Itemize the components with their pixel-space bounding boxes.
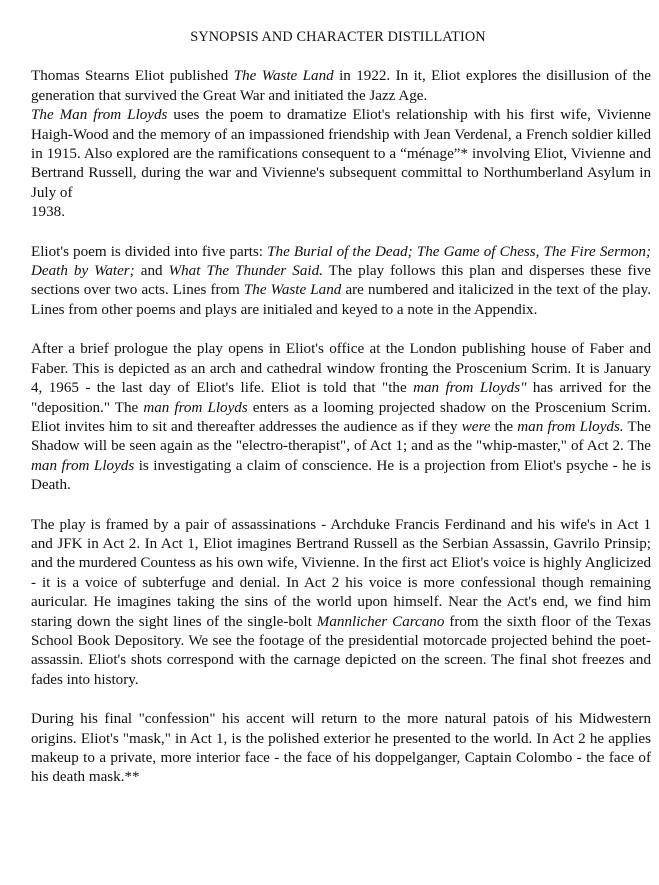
text-run: is investigating a claim of conscience. He is a projection from Eliot's psyche - he is Death. (31, 457, 652, 494)
italic-phrase: man from Lloyds. (517, 418, 624, 435)
document-title: SYNOPSIS AND CHARACTER DISTILLATION (190, 29, 486, 45)
text-run: in 1922. In it, Eliot explores the disillusion of the generation that survived the Great War and initiated the Jazz Age. (31, 68, 651, 104)
italic-title: The Burial of the Dead; The Game of Chess, The Fire Sermon; Death by Water; (31, 243, 651, 280)
text-run: and (134, 263, 169, 280)
text-run: During his final "confession" his accent will return to the more natural patois of his Midwestern origins. Eliot's "mask," in Act 1, is the polished exterior he presented to the world. In Act 2 he applies makeup to a private, more interior face - the face of his doppelganger, Captain Colombo - the face of his death mask.** (31, 711, 651, 786)
text-run: After a brief prologue the play opens in Eliot's office at the London publishing house of Faber and Faber. This is depicted as an arch and cathedral window fronting the Proscenium Scrim. It is January 4, 1965 - the last day of Eliot's life. Eliot is told that "the (31, 341, 651, 397)
text-run: Thomas Stearns Eliot published (31, 68, 234, 85)
italic-phrase: man from Lloyds (31, 457, 135, 474)
text-run: are numbered and italicized in the text of the play. Lines from other poems and plays are initialed and keyed to a note in the Appendix. (31, 282, 651, 318)
paragraph-poem-parts (31, 243, 651, 321)
italic-title: The Waste Land (233, 68, 334, 85)
paragraph-gap (31, 320, 651, 340)
text-run: enters as a looming projected shadow on the Proscenium Scrim. Eliot invites him to sit and thereafter addresses the audience as if they (31, 399, 651, 435)
italic-title: The Man from Lloyds (31, 107, 168, 124)
paragraph-gap (31, 223, 651, 243)
text-run: has arrived for the "deposition." The (31, 380, 651, 416)
paragraph-prologue (31, 340, 651, 495)
italic-phrase: were (461, 418, 491, 435)
paragraph-gap (31, 690, 651, 710)
paragraph-gap (31, 496, 651, 516)
italic-phrase: man from Lloyds" (413, 380, 527, 397)
text-run: Eliot's poem is divided into five parts: (31, 243, 268, 260)
paragraph-play-description (31, 106, 651, 203)
paragraph-assassinations (31, 516, 651, 691)
paragraph-year-line (31, 203, 651, 222)
text-run: 1938. (31, 204, 65, 221)
text-run: The Shadow will be seen again as the "electro-therapist", of Act 1; and as the "whip-master," of Act 2. The (31, 418, 651, 455)
italic-title: What The Thunder Said. (168, 263, 323, 280)
paragraph-confession (31, 710, 651, 788)
text-run: The play is framed by a pair of assassinations - Archduke Francis Ferdinand and his wife's in Act 1 and JFK in Act 2. In Act 1, Eliot imagines Bertrand Russell as the Serbian Assassin, Gavrilo Prinsip; and the murdered Countess as his own wife, Vivienne. In the first act Eliot's voice is highly Anglicized - it is a voice of subterfuge and denial. In Act 2 his voice is more confessional though remaining auricular. He imagines taking the sins of the world upon himself. Near the Act's end, we find him staring down the sight lines of the single-bolt (31, 516, 651, 630)
paragraph-intro (31, 67, 651, 106)
text-run: uses the poem to dramatize Eliot's relationship with his first wife, Vivienne Haigh-Wood and the memory of an impassioned friendship with Jean Verdenal, a French soldier killed in 1915. Also explored are the ramifications consequent to a “ménage”* involving Eliot, Vivienne and Bertrand Russell, during the war and Vivienne's subsequent committal to Northumberland Asylum in July of (31, 107, 651, 201)
italic-phrase: Mannlicher Carcano (316, 613, 445, 630)
italic-title: The Waste Land (243, 282, 342, 299)
text-run: from the sixth floor of the Texas School Book Depository. We see the footage of the presidential motorcade projected behind the poet-assassin. Eliot's shots correspond with the carnage depicted on the screen. The final shot freezes and fades into history. (31, 613, 651, 688)
italic-phrase: man from Lloyds (143, 399, 248, 416)
text-run: The play follows this plan and disperses these five sections over two acts. Lines from (31, 263, 651, 299)
text-run: the (490, 418, 518, 435)
